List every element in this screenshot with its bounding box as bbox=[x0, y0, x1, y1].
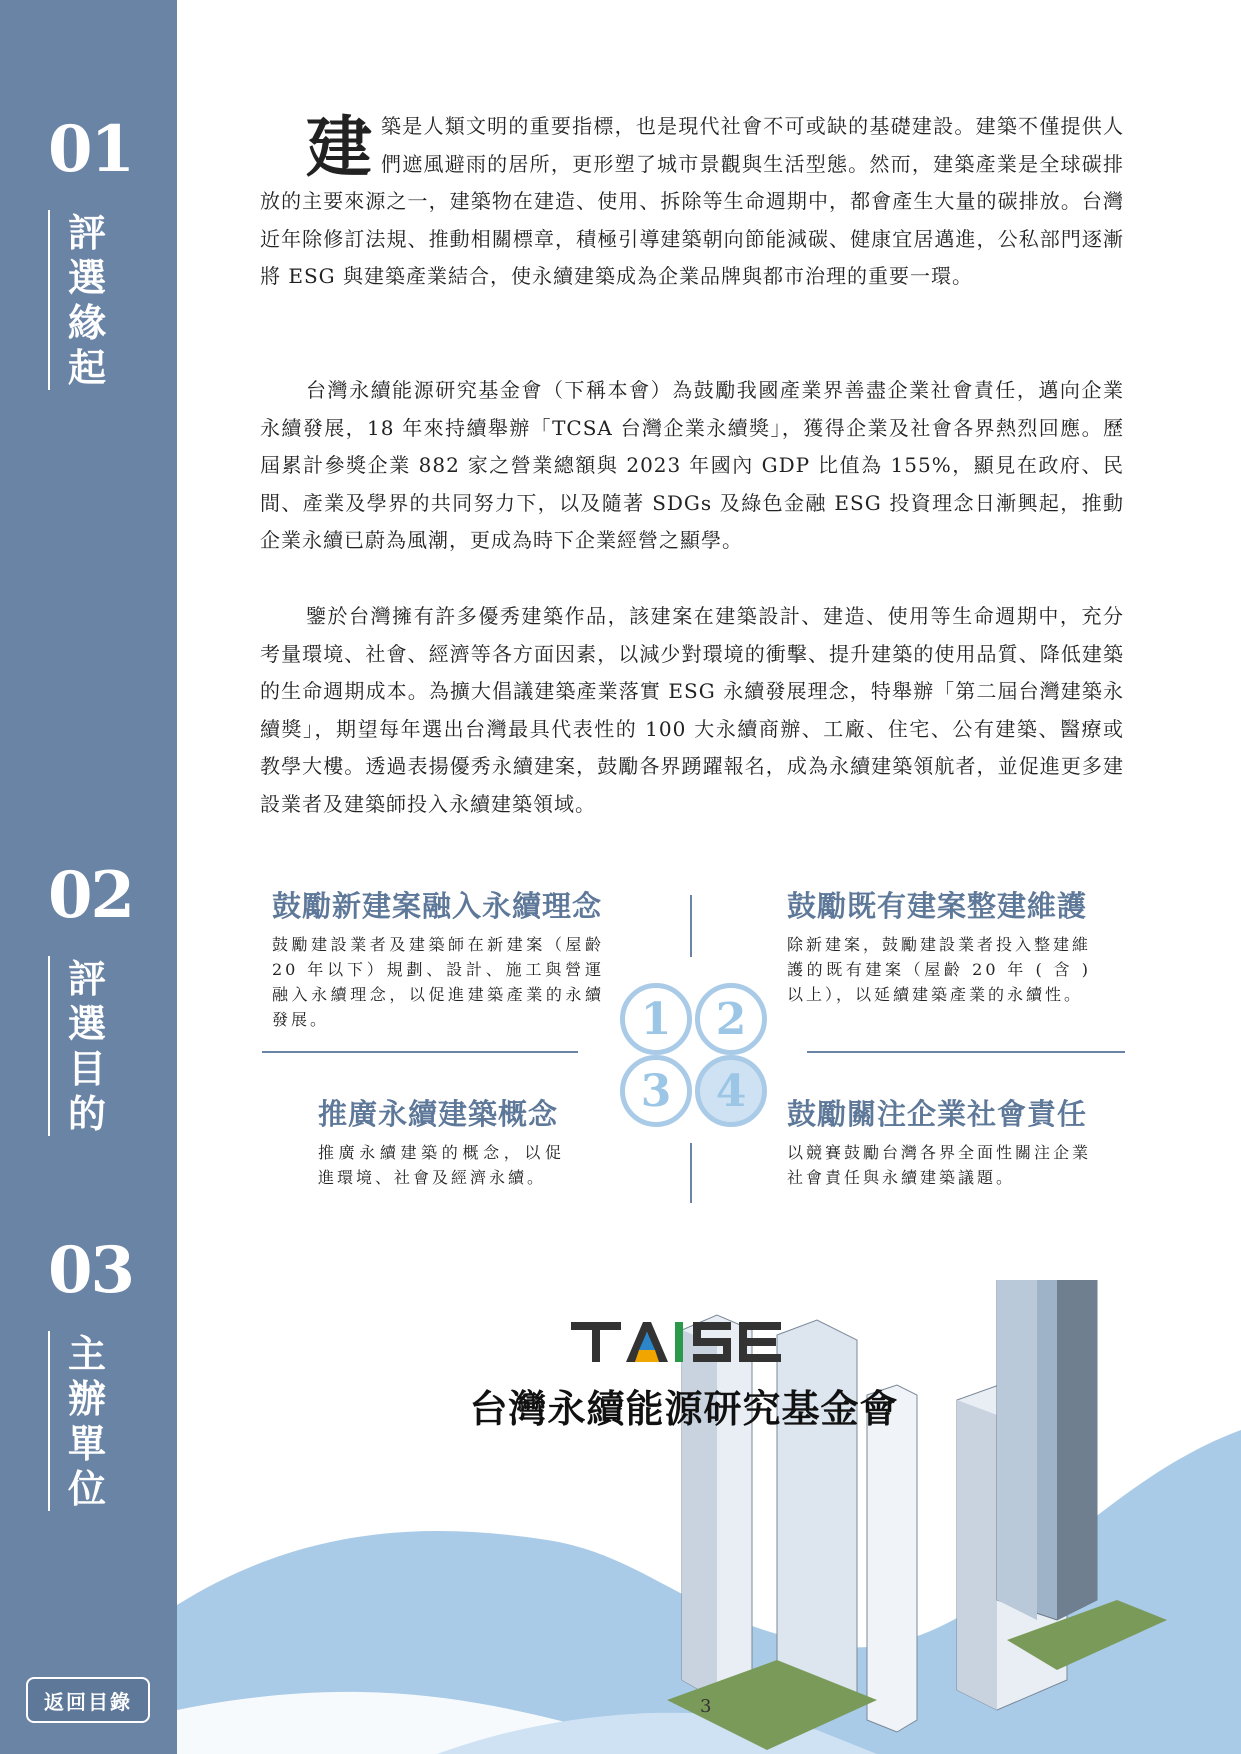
back-to-contents-button[interactable]: 返回目錄 bbox=[26, 1677, 150, 1723]
taise-logo-mark bbox=[571, 1316, 791, 1366]
paragraph-origin-1-text: 築是人類文明的重要指標，也是現代社會不可或缺的基礎建設。建築不僅提供人們遮風避雨的居所，更形塑了城市景觀與生活型態。然而，建築產業是全球碳排放的主要來源之一，建築物在建造、使用、拆除等生命週期中，都會產生大量的碳排放。台灣近年除修訂法規、推動相關標章，積極引導建築朝向節能減碳、健康宜居邁進，公私部門逐漸將 ESG 與建築產業結合，使永續建築成為企業品牌與都市治理的重要一環。 bbox=[260, 114, 1124, 288]
paragraph-origin-2: 台灣永續能源研究基金會（下稱本會）為鼓勵我國產業界善盡企業社會責任，邁向企業永續發展，18 年來持續舉辦「TCSA 台灣企業永續獎」，獲得企業及社會各界熱烈回應。歷屆累計參獎企業 882 家之營業總額與 2023 年國內 GDP 比值為 155%，顯見在政府、民間、產業及學界的共同努力下，以及隨著 SDGs 及綠色金融 ESG 投資理念日漸興起，推動企業永續已蔚為風潮，更成為時下企業經營之顯學。 bbox=[260, 378, 1124, 552]
goal-4-desc: 以競賽鼓勵台灣各界全面性關注企業社會責任與永續建築議題。 bbox=[787, 1143, 1092, 1187]
goal-number-4-badge: 4 bbox=[695, 1055, 767, 1127]
paragraph-origin-1 bbox=[260, 108, 1124, 296]
section-title-origin: 評選緣起 bbox=[48, 210, 112, 390]
goal-3-desc: 推廣永續建築的概念，以促進環境、社會及經濟永續。 bbox=[318, 1143, 564, 1187]
section-title-organizer: 主辦單位 bbox=[48, 1331, 112, 1511]
page-number: 3 bbox=[700, 1696, 712, 1717]
goal-number-1-badge: 1 bbox=[620, 983, 692, 1055]
section-title-purpose: 評選目的 bbox=[48, 956, 112, 1136]
organizer-name: 台灣永續能源研究基金會 bbox=[469, 1386, 899, 1431]
section-number-01: 01 bbox=[48, 112, 134, 187]
drop-cap: 建 bbox=[306, 108, 373, 186]
goal-1-desc: 鼓勵建設業者及建築師在新建案（屋齡 20 年以下）規劃、設計、施工與營運融入永續理念，以促進建築產業的永續發展。 bbox=[272, 935, 604, 1029]
divider-horizontal-left bbox=[262, 1051, 578, 1053]
goal-number-3-badge: 3 bbox=[620, 1055, 692, 1127]
divider-vertical-top bbox=[690, 895, 692, 957]
section-number-02: 02 bbox=[48, 858, 134, 933]
goal-4-title: 鼓勵關注企業社會責任 bbox=[787, 1097, 1088, 1131]
sidebar bbox=[0, 0, 177, 1754]
divider-vertical-bottom bbox=[690, 1143, 692, 1203]
section-number-03: 03 bbox=[48, 1233, 134, 1308]
goal-3-title: 推廣永續建築概念 bbox=[318, 1097, 559, 1131]
paragraph-origin-3: 鑒於台灣擁有許多優秀建築作品，該建案在建築設計、建造、使用等生命週期中，充分考量環境、社會、經濟等各方面因素，以減少對環境的衝擊、提升建築的使用品質、降低建築的生命週期成本。為擴大倡議建築產業落實 ESG 永續發展理念，特舉辦「第二屆台灣建築永續獎」，期望每年選出台灣最具代表性的 100 大永續商辦、工廠、住宅、公有建築、醫療或教學大樓。透過表揚優秀永續建案，鼓勵各界踴躍報名，成為永續建築領航者，並促進更多建設業者及建築師投入永續建築領域。 bbox=[260, 604, 1124, 816]
taise-logo bbox=[571, 1316, 791, 1366]
goal-2-title: 鼓勵既有建案整建維護 bbox=[787, 889, 1088, 923]
goal-1-title: 鼓勵新建案融入永續理念 bbox=[272, 889, 603, 923]
goal-number-2-badge: 2 bbox=[695, 983, 767, 1055]
divider-horizontal-right bbox=[807, 1051, 1125, 1053]
goal-2-desc: 除新建案，鼓勵建設業者投入整建維護的既有建案（屋齡 20 年 ( 含 ) 以上），以延續建築產業的永續性。 bbox=[787, 935, 1092, 1004]
